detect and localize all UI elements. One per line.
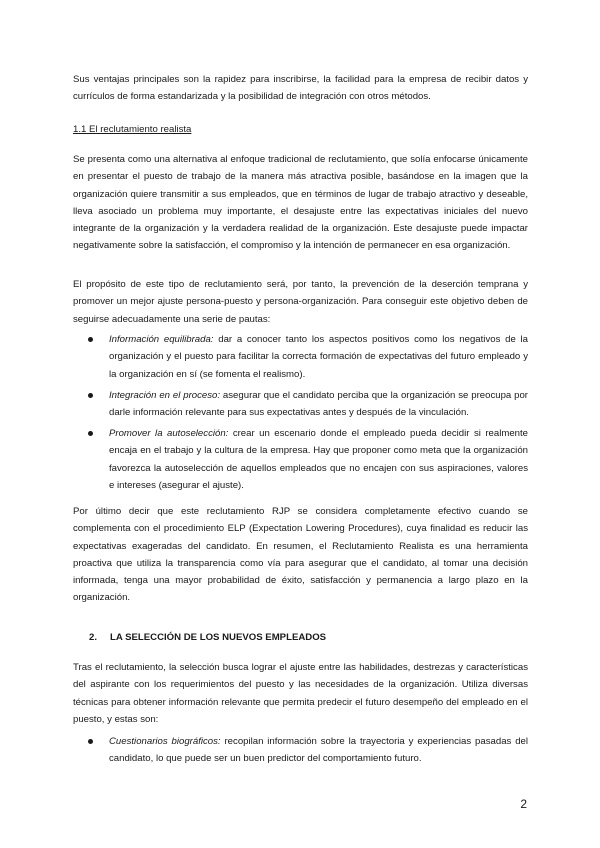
paragraph-realistic-intro: Se presenta como una alternativa al enfoque tradicional de reclutamiento, que solía enfocarse únicamente en presentar el puesto de trabajo de la manera más atractiva posible, basándose en la imagen que la organización quiere transmitir a sus empleados, que en términos de lugar de trabajo atractivo y deseable, lleva asociado un problema muy importante, el desajuste entre las expectativas iniciales del nuevo integrante de la organización y la verdadera realidad de la organización. Este desajuste puede impactar negativamente sobre la satisfacción, el compromiso y la intención de permanecer en esa organización.: [73, 154, 528, 252]
bullet-text: dar a conocer tanto los aspectos positivos como los negativos de la organización y el puesto para facilitar la correcta formación de expectativas del futuro empleado y la organización en sí (se fomenta el realismo).: [109, 334, 528, 380]
section-title: LA SELECCIÓN DE LOS NUEVOS EMPLEADOS: [110, 632, 327, 643]
bullet-item-integration: [109, 387, 528, 422]
paragraph-purpose: El propósito de este tipo de reclutamiento será, por tanto, la prevención de la deserción temprana y promover un mejor ajuste persona-puesto y persona-organización. Para conseguir este objetivo deben de seguirse adecuadamente una serie de pautas:: [73, 279, 528, 325]
bullet-dot-icon: [88, 739, 93, 744]
subheading-realistic-recruitment: 1.1 El reclutamiento realista: [73, 124, 192, 135]
bullet-term: Integración en el proceso:: [109, 390, 221, 401]
section-heading: [89, 629, 326, 646]
bullet-dot-icon: [88, 393, 93, 398]
bullet-item-balanced-info: [109, 331, 528, 383]
bullet-dot-icon: [88, 431, 93, 436]
bullet-term: Información equilibrada:: [109, 334, 214, 345]
bullet-term: Promover la autoselección:: [109, 428, 229, 439]
intro-paragraph: Sus ventajas principales son la rapidez para inscribirse, la facilidad para la empresa de recibir datos y currículos de forma estandarizada y la posibilidad de integración con otros métodos.: [73, 74, 528, 103]
bullet-term: Cuestionarios biográficos:: [109, 736, 221, 747]
bullet-text: asegurar que el candidato perciba que la organización se preocupa por darle información relevante para sus expectativas antes y después de la vinculación.: [109, 390, 529, 419]
bullet-item-biographical: [109, 733, 528, 768]
paragraph-conclusion: Por último decir que este reclutamiento RJP se considera completamente efectivo cuando se complementa con el procedimiento ELP (Expectation Lowering Procedures), cuya finalidad es reducir las expectativas exageradas del candidato. En resumen, el Reclutamiento Realista es una herramienta proactiva que utiliza la transparencia como vía para asegurar que el candidato, al tomar una decisión informada, tenga una mayor probabilidad de éxito, satisfacción y permanencia a largo plazo en la organización.: [73, 506, 528, 604]
bullet-text: recopilan información sobre la trayectoria y experiencias pasadas del candidato, lo que puede ser un buen predictor del comportamiento futuro.: [109, 736, 529, 765]
page-number: 2: [520, 797, 527, 811]
bullet-text: crear un escenario donde el empleado pueda decidir si realmente encaja en el trabajo y la cultura de la empresa. Hay que proponer como meta que la organización favorezca la autoselección de aquellos empleados que no encajen con sus aspiraciones, valores e intereses (asegurar el ajuste).: [109, 428, 529, 491]
bullet-item-self-selection: [109, 425, 528, 494]
section-number: 2.: [89, 632, 98, 643]
paragraph-selection-intro: Tras el reclutamiento, la selección busca lograr el ajuste entre las habilidades, destrezas y características del aspirante con los requerimientos del puesto y las necesidades de la organización. Utiliza diversas técnicas para obtener información relevante que permita predecir el futuro desempeño del empleado en el puesto, y estas son:: [73, 662, 528, 725]
bullet-dot-icon: [88, 337, 93, 342]
